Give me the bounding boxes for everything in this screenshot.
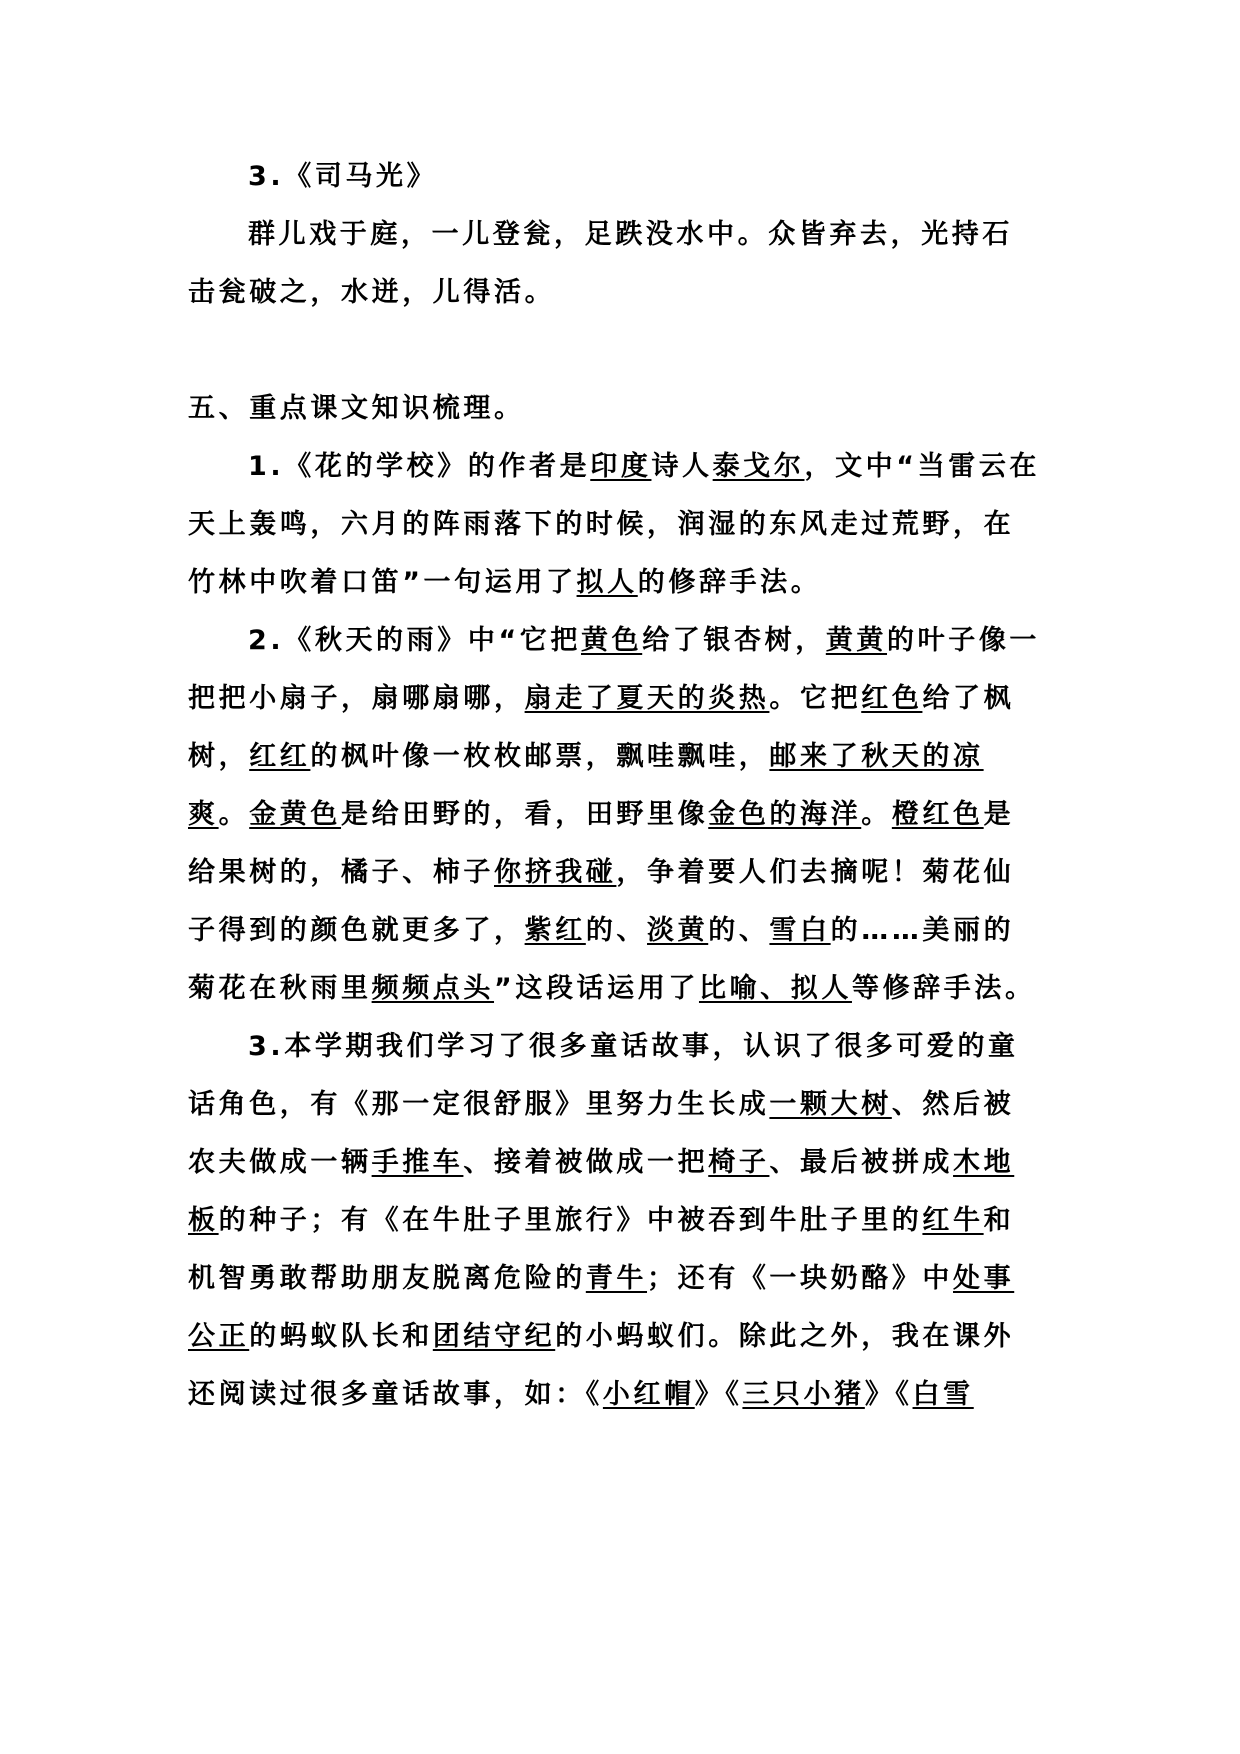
- paragraph-line: [188, 508, 1014, 542]
- paragraph-line: [188, 740, 984, 774]
- text-segment: 1.《花的学校》的作者是: [248, 451, 591, 482]
- text-segment: ；还有《一块奶酪》中: [647, 1263, 954, 1294]
- underlined-answer: 椅子: [708, 1147, 770, 1178]
- text-segment: 诗人: [651, 451, 713, 482]
- text-segment: 给果树的，橘子、柿子: [188, 857, 494, 888]
- text-segment: 给了枫: [922, 683, 1015, 714]
- text-segment: 农夫做成一辆: [188, 1147, 372, 1178]
- text-segment: ，争着要人们去摘呢！菊花仙: [616, 857, 1015, 888]
- text-segment: 2.《秋天的雨》中“它把: [248, 625, 581, 656]
- text-segment: 等修辞手法。: [851, 973, 1036, 1004]
- text-segment: ”这段话运用了: [494, 973, 699, 1004]
- text-segment: 的叶子像一: [887, 625, 1041, 656]
- paragraph-line: [188, 1378, 974, 1412]
- text-segment: 、接着被做成一把: [463, 1147, 709, 1178]
- paragraph-line: [248, 450, 1040, 484]
- text-segment: 还阅读过很多童话故事，如：《: [188, 1379, 603, 1410]
- text-segment: 话角色，有《那一定很舒服》里努力生长成: [188, 1089, 770, 1120]
- text-segment: 。它把: [769, 683, 862, 714]
- underlined-answer: 黄黄: [825, 625, 888, 656]
- text-segment: 。: [861, 799, 892, 830]
- underlined-answer: 紫红: [524, 915, 586, 946]
- text-segment: ，文中“当雷云在: [804, 451, 1041, 482]
- underlined-answer: 雪白: [769, 915, 831, 946]
- underlined-answer: 白雪: [912, 1379, 974, 1410]
- paragraph-line: [188, 1320, 1014, 1354]
- paragraph-line: [188, 1262, 1014, 1296]
- paragraph-line: [188, 1146, 1014, 1180]
- text-segment: 菊花在秋雨里: [188, 973, 372, 1004]
- underlined-answer: 扇走了夏天的炎热: [524, 683, 770, 714]
- underlined-answer: 处事: [953, 1263, 1015, 1294]
- underlined-answer: 木地: [953, 1147, 1015, 1178]
- sima-text-line: [248, 218, 1013, 252]
- underlined-answer: 红色: [861, 683, 923, 714]
- text-segment: 和: [983, 1205, 1015, 1236]
- paragraph-line: [188, 972, 1036, 1006]
- text-segment: 3.本学期我们学习了很多童话故事，认识了很多可爱的童: [248, 1031, 1019, 1062]
- underlined-answer: 你挤我碰: [494, 857, 617, 888]
- text-segment: 的修辞手法。: [637, 567, 822, 598]
- text-segment: 的种子；有《在牛肚子里旅行》中被吞到牛肚子里的: [218, 1205, 923, 1236]
- underlined-answer: 团结守纪: [432, 1321, 556, 1352]
- text-segment: 子得到的颜色就更多了，: [188, 915, 525, 946]
- underlined-answer: 黄色: [581, 625, 643, 656]
- text-segment: 的……美丽的: [830, 915, 1015, 946]
- text-segment: 的、: [585, 915, 648, 946]
- sima-text-line: [188, 276, 555, 310]
- underlined-answer: 青牛: [585, 1263, 648, 1294]
- section-heading: 五、重点课文知识梳理。: [188, 393, 525, 424]
- text-segment: 。: [218, 799, 250, 830]
- text-segment: 、然后被: [891, 1089, 1015, 1120]
- underlined-answer: 手推车: [371, 1147, 464, 1178]
- paragraph-line: [188, 566, 821, 600]
- text-segment: 机智勇敢帮助朋友脱离危险的: [188, 1263, 586, 1294]
- text-segment: 树，: [188, 741, 250, 772]
- paragraph-line: [248, 624, 1040, 658]
- underlined-answer: 拟人: [576, 567, 638, 598]
- text-segment: 是: [983, 799, 1015, 830]
- text-segment: 是给田野的，看，田野里像: [341, 799, 709, 830]
- underlined-answer: 比喻、拟人: [698, 973, 852, 1004]
- text-segment: 》《: [864, 1379, 913, 1410]
- underlined-answer: 公正: [188, 1321, 250, 1352]
- underlined-answer: 金色的海洋: [708, 799, 862, 830]
- text-segment: 的蚂蚁队长和: [249, 1321, 433, 1352]
- text-segment: 、最后被拼成: [769, 1147, 954, 1178]
- paragraph-line: [188, 798, 1014, 832]
- underlined-answer: 小红帽: [602, 1379, 695, 1410]
- paragraph-line: [188, 1204, 1014, 1238]
- underlined-answer: 红牛: [922, 1205, 984, 1236]
- underlined-answer: 金黄色: [249, 799, 342, 830]
- underlined-answer: 板: [188, 1205, 219, 1236]
- text-segment: 天上轰鸣，六月的阵雨落下的时候，润湿的东风走过荒野，在: [188, 509, 1015, 540]
- underlined-answer: 橙红色: [891, 799, 984, 830]
- underlined-answer: 邮来了秋天的凉: [769, 741, 984, 772]
- text-segment: 》《: [694, 1379, 743, 1410]
- text-segment: 击瓮破之，水迸，儿得活。: [188, 277, 556, 308]
- paragraph-line: [188, 1088, 1014, 1122]
- underlined-answer: 泰戈尔: [712, 451, 805, 482]
- underlined-answer: 一颗大树: [769, 1089, 892, 1120]
- underlined-answer: 印度: [590, 451, 652, 482]
- text-segment: 群儿戏于庭，一儿登瓮，足跌没水中。众皆弃去，光持石: [248, 219, 1013, 250]
- paragraph-line: [188, 914, 1014, 948]
- text-segment: 竹林中吹着口笛”一句运用了: [188, 567, 577, 598]
- sima-title: 3.《司马光》: [248, 161, 438, 192]
- text-segment: 的、: [708, 915, 770, 946]
- text-segment: 给了银杏树，: [642, 625, 826, 656]
- paragraph-line: [248, 1030, 1019, 1064]
- underlined-answer: 三只小猪: [742, 1379, 865, 1410]
- underlined-answer: 红红: [249, 741, 311, 772]
- underlined-answer: 淡黄: [647, 915, 709, 946]
- paragraph-line: [188, 856, 1014, 890]
- underlined-answer: 频频点头: [371, 973, 495, 1004]
- underlined-answer: 爽: [188, 799, 219, 830]
- text-segment: 的小蚂蚁们。除此之外，我在课外: [555, 1321, 1015, 1352]
- paragraph-line: [188, 682, 1014, 716]
- text-segment: 的枫叶像一枚枚邮票，飘哇飘哇，: [310, 741, 770, 772]
- text-segment: 把把小扇子，扇哪扇哪，: [188, 683, 525, 714]
